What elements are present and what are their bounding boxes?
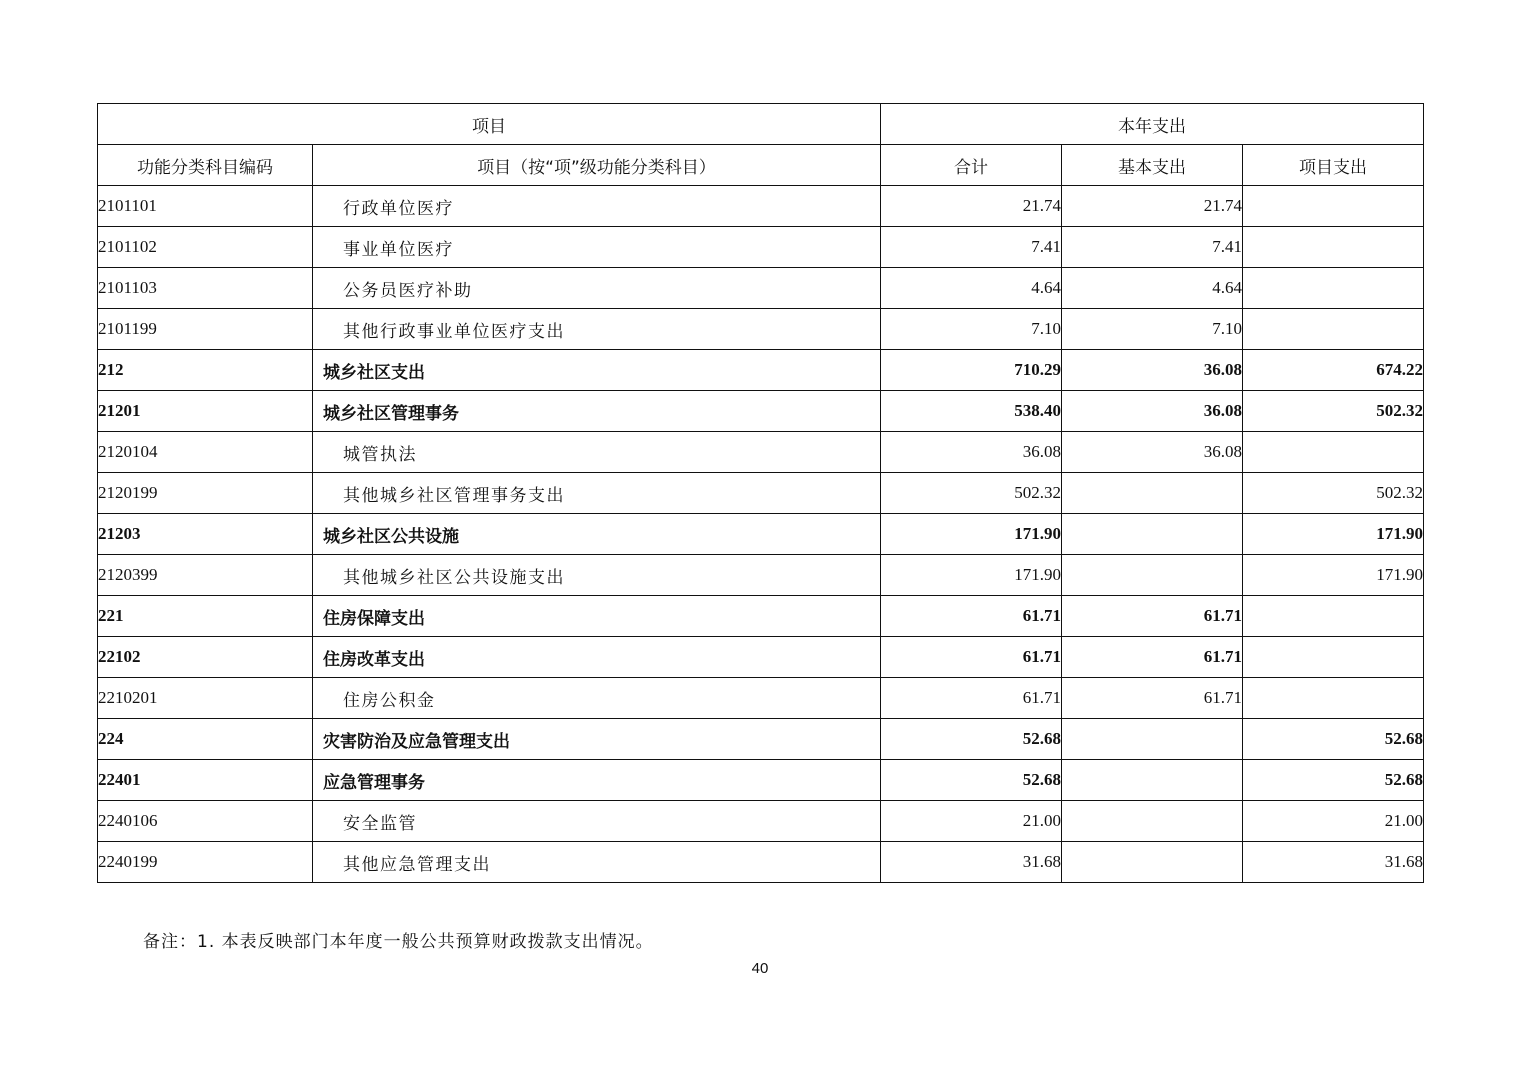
row-project: 31.68 [1243,842,1424,883]
row-name: 行政单位医疗 [313,186,881,227]
row-code: 2101199 [98,309,313,350]
row-code: 2240199 [98,842,313,883]
table-body [98,186,1424,883]
row-name: 安全监管 [313,801,881,842]
row-name: 其他城乡社区公共设施支出 [313,555,881,596]
row-name: 住房公积金 [313,678,881,719]
table-row [98,473,1424,514]
row-total: 61.71 [881,678,1062,719]
row-project [1243,596,1424,637]
row-code: 22401 [98,760,313,801]
row-project [1243,268,1424,309]
row-project: 502.32 [1243,391,1424,432]
row-name: 其他行政事业单位医疗支出 [313,309,881,350]
row-basic [1062,719,1243,760]
row-code: 2210201 [98,678,313,719]
row-total: 710.29 [881,350,1062,391]
row-total: 52.68 [881,719,1062,760]
row-basic: 7.41 [1062,227,1243,268]
row-basic [1062,760,1243,801]
row-basic: 61.71 [1062,596,1243,637]
header-row-2 [98,145,1424,186]
table-row [98,596,1424,637]
row-project: 52.68 [1243,719,1424,760]
header-total: 合计 [881,145,1062,186]
row-project [1243,432,1424,473]
row-total: 21.00 [881,801,1062,842]
row-code: 221 [98,596,313,637]
row-name: 事业单位医疗 [313,227,881,268]
row-name: 城乡社区支出 [313,350,881,391]
table-row [98,637,1424,678]
row-total: 36.08 [881,432,1062,473]
row-project: 171.90 [1243,555,1424,596]
row-basic [1062,842,1243,883]
row-basic: 21.74 [1062,186,1243,227]
row-project: 674.22 [1243,350,1424,391]
row-name: 其他应急管理支出 [313,842,881,883]
row-name: 城乡社区管理事务 [313,391,881,432]
row-code: 2101102 [98,227,313,268]
row-code: 224 [98,719,313,760]
table-row [98,842,1424,883]
row-name: 城乡社区公共设施 [313,514,881,555]
row-basic [1062,555,1243,596]
row-total: 21.74 [881,186,1062,227]
row-total: 502.32 [881,473,1062,514]
table-row [98,514,1424,555]
row-basic: 36.08 [1062,432,1243,473]
row-total: 171.90 [881,514,1062,555]
row-total: 4.64 [881,268,1062,309]
row-project [1243,309,1424,350]
row-name: 公务员医疗补助 [313,268,881,309]
header-project: 项目支出 [1243,145,1424,186]
row-code: 212 [98,350,313,391]
row-project [1243,678,1424,719]
row-basic [1062,801,1243,842]
header-item: 项目 [98,104,881,145]
row-code: 2120199 [98,473,313,514]
header-basic: 基本支出 [1062,145,1243,186]
header-current-year: 本年支出 [881,104,1424,145]
row-code: 2101103 [98,268,313,309]
row-basic [1062,514,1243,555]
table-row [98,391,1424,432]
table-row [98,678,1424,719]
table-row [98,309,1424,350]
row-code: 21201 [98,391,313,432]
header-item-detail: 项目（按“项”级功能分类科目） [313,145,881,186]
row-project [1243,227,1424,268]
row-code: 2101101 [98,186,313,227]
row-code: 2120104 [98,432,313,473]
row-project [1243,637,1424,678]
row-project: 502.32 [1243,473,1424,514]
row-basic: 61.71 [1062,678,1243,719]
header-code: 功能分类科目编码 [98,145,313,186]
row-basic: 36.08 [1062,350,1243,391]
row-name: 城管执法 [313,432,881,473]
row-total: 61.71 [881,637,1062,678]
row-basic: 36.08 [1062,391,1243,432]
table-row [98,432,1424,473]
table-row [98,760,1424,801]
table-row [98,227,1424,268]
row-code: 2120399 [98,555,313,596]
row-name: 住房保障支出 [313,596,881,637]
row-name: 灾害防治及应急管理支出 [313,719,881,760]
row-project: 171.90 [1243,514,1424,555]
expenditure-table [97,103,1424,883]
table-row [98,719,1424,760]
row-total: 7.41 [881,227,1062,268]
row-project [1243,186,1424,227]
row-name: 住房改革支出 [313,637,881,678]
row-total: 7.10 [881,309,1062,350]
table-row [98,268,1424,309]
row-name: 其他城乡社区管理事务支出 [313,473,881,514]
row-project: 21.00 [1243,801,1424,842]
table-row [98,555,1424,596]
row-total: 61.71 [881,596,1062,637]
table-row [98,186,1424,227]
table-row [98,350,1424,391]
row-total: 52.68 [881,760,1062,801]
row-basic: 61.71 [1062,637,1243,678]
row-total: 31.68 [881,842,1062,883]
row-total: 538.40 [881,391,1062,432]
row-code: 21203 [98,514,313,555]
row-basic: 4.64 [1062,268,1243,309]
row-basic: 7.10 [1062,309,1243,350]
table-row [98,801,1424,842]
row-basic [1062,473,1243,514]
row-total: 171.90 [881,555,1062,596]
footnote: 备注：1. 本表反映部门本年度一般公共预算财政拨款支出情况。 [143,932,654,952]
page-number: 40 [751,960,769,977]
header-row-1 [98,104,1424,145]
row-name: 应急管理事务 [313,760,881,801]
row-code: 22102 [98,637,313,678]
row-code: 2240106 [98,801,313,842]
row-project: 52.68 [1243,760,1424,801]
